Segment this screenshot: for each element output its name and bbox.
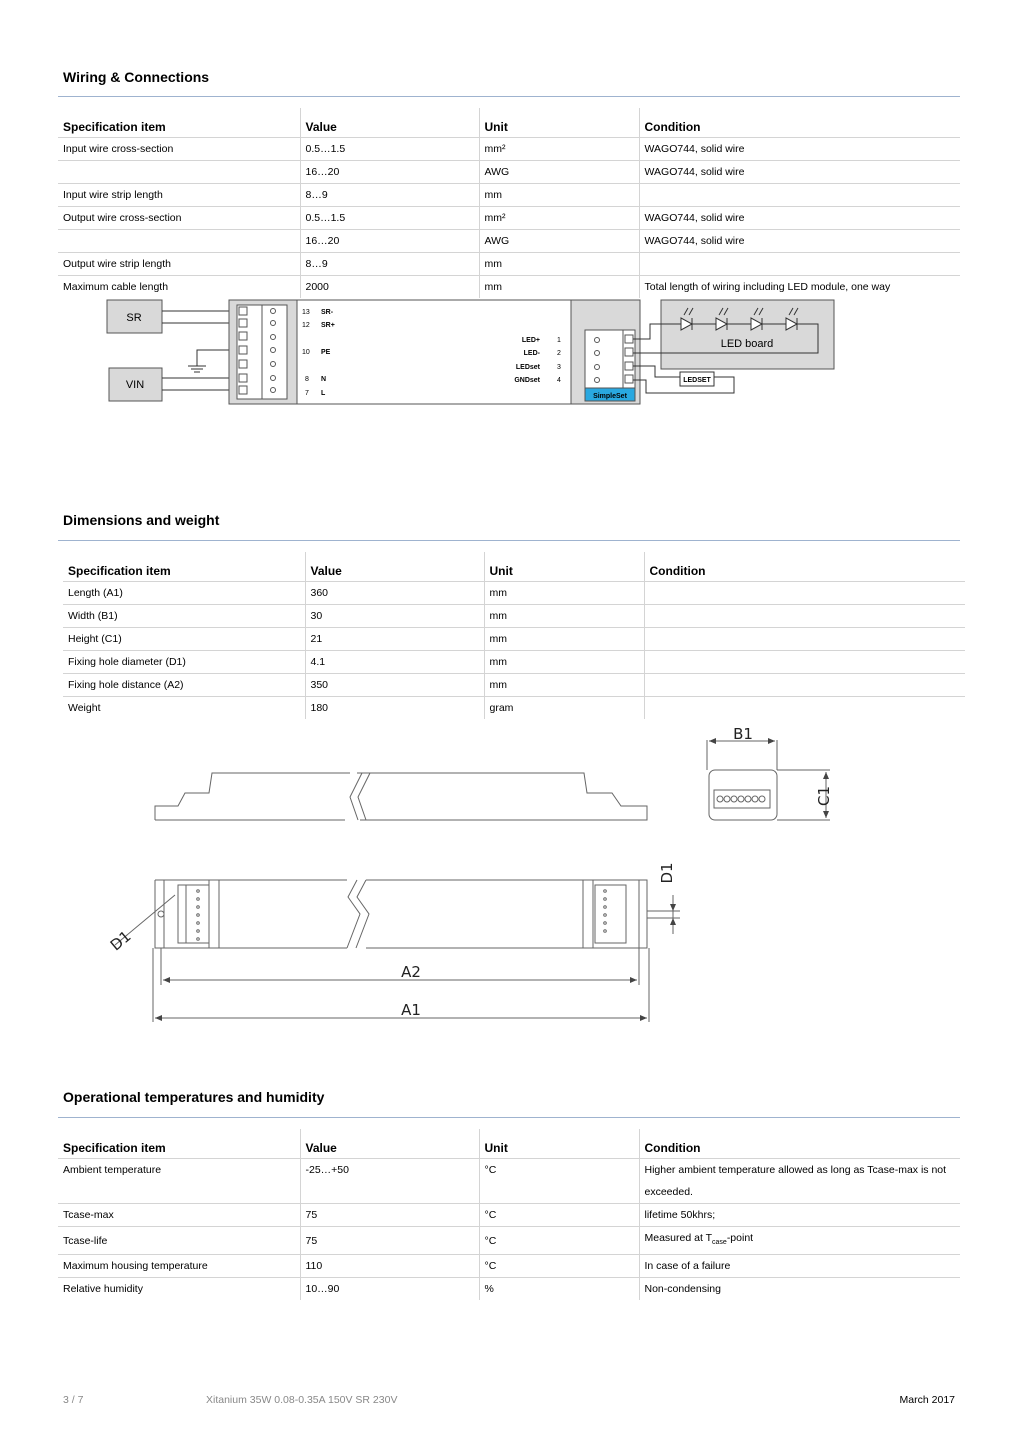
cell: 0.5…1.5 — [300, 138, 479, 161]
cell — [639, 253, 960, 276]
cell: Input wire cross-section — [58, 138, 300, 161]
end-view-pins — [717, 796, 765, 802]
cell: gram — [484, 697, 644, 720]
cell: Tcase-life — [58, 1227, 300, 1255]
cell: 0.5…1.5 — [300, 207, 479, 230]
cell: mm — [484, 628, 644, 651]
output-name: LED- — [523, 350, 540, 357]
table-row — [58, 138, 960, 161]
cell — [644, 628, 965, 651]
vin-label: VIN — [125, 379, 145, 391]
cell: mm — [479, 276, 639, 299]
table-header-row — [63, 552, 965, 582]
table-row — [58, 1204, 960, 1227]
cell: WAGO744, solid wire — [639, 138, 960, 161]
column-header: Value — [300, 108, 479, 138]
section-title-dimensions: Dimensions and weight — [63, 512, 220, 528]
cell: AWG — [479, 230, 639, 253]
column-header: Unit — [479, 108, 639, 138]
cell: 75 — [300, 1227, 479, 1255]
cell: Maximum cable length — [63, 281, 169, 293]
ledset-label: LEDSET — [683, 377, 711, 384]
column-header: Condition — [639, 108, 960, 138]
cell — [639, 1227, 960, 1255]
cell: 4.1 — [305, 651, 484, 674]
cell-subscript: case — [712, 1239, 727, 1247]
footer-product-name: Xitanium 35W 0.08-0.35A 150V SR 230V — [206, 1394, 398, 1406]
simpleset-label: SimpleSet — [593, 393, 627, 400]
input-terminal-slots — [239, 307, 247, 394]
c1-label: C1 — [815, 785, 833, 807]
table-header-row — [58, 108, 960, 138]
table-row — [63, 628, 965, 651]
cell: Output wire strip length — [58, 253, 300, 276]
wiring-spec-table — [58, 108, 960, 298]
pin-name: SR- — [321, 309, 334, 316]
cell: AWG — [479, 161, 639, 184]
input-terminal-screws — [271, 309, 276, 393]
led-board-label: LED board — [720, 338, 774, 350]
pin-number: 12 — [302, 322, 310, 329]
input-wires — [162, 311, 240, 390]
cell — [639, 184, 960, 207]
cell: Width (B1) — [63, 605, 305, 628]
cell: Weight — [68, 702, 101, 714]
table-row — [58, 184, 960, 207]
a1-label: A1 — [401, 1001, 421, 1019]
a2-label: A2 — [401, 963, 421, 981]
column-header: Value — [300, 1129, 479, 1159]
table-row — [58, 1278, 960, 1301]
table-row — [58, 207, 960, 230]
output-number: 3 — [557, 364, 561, 371]
cell: WAGO744, solid wire — [639, 230, 960, 253]
cell: 10…90 — [300, 1278, 479, 1301]
cell: mm — [484, 582, 644, 605]
table-header-row — [58, 1129, 960, 1159]
cell: % — [479, 1278, 639, 1301]
cell-text: -point — [726, 1232, 754, 1244]
cell: Relative humidity — [63, 1283, 143, 1296]
table-row — [63, 674, 965, 697]
cell: Total length of wiring including LED module, one way — [639, 276, 960, 299]
end-view-connector — [714, 790, 770, 808]
footer-date: March 2017 — [899, 1394, 955, 1406]
cell: 180 — [305, 697, 484, 720]
cell: 110 — [300, 1255, 479, 1278]
dimensions-spec-table — [63, 552, 965, 719]
cell: Higher ambient temperature allowed as long as Tcase-max is not exceeded. — [639, 1159, 960, 1204]
pin-number: 8 — [305, 376, 309, 383]
output-number: 4 — [557, 377, 561, 384]
table-row — [58, 1227, 960, 1255]
cell: 30 — [305, 605, 484, 628]
section-title-wiring: Wiring & Connections — [63, 69, 210, 85]
cell: mm — [484, 674, 644, 697]
cell: WAGO744, solid wire — [639, 207, 960, 230]
table-row — [58, 253, 960, 276]
cell: 16…20 — [300, 161, 479, 184]
column-header: Specification item — [58, 108, 300, 138]
cell: lifetime 50khrs; — [639, 1204, 960, 1227]
pin-name: L — [321, 390, 326, 397]
table-row — [58, 161, 960, 184]
footer-page-number: 3 / 7 — [63, 1394, 84, 1406]
d1-left-label: D1 — [106, 927, 135, 955]
table-row — [63, 697, 965, 720]
cell: mm² — [479, 207, 639, 230]
cell: Fixing hole diameter (D1) — [63, 651, 305, 674]
column-header: Condition — [639, 1129, 960, 1159]
pin-name: N — [321, 376, 327, 383]
cell: -25…+50 — [300, 1159, 479, 1204]
table-row — [63, 651, 965, 674]
output-name: GNDset — [514, 377, 540, 384]
output-number: 1 — [557, 337, 561, 344]
cell: Height (C1) — [63, 628, 305, 651]
cell: 16…20 — [300, 230, 479, 253]
temperatures-spec-table — [58, 1129, 960, 1300]
column-header: Condition — [644, 552, 965, 582]
end-view-housing — [709, 770, 777, 820]
output-name: LED+ — [521, 337, 540, 344]
pin-name: PE — [321, 349, 331, 356]
left-fixing-hole — [158, 911, 164, 917]
column-header: Unit — [484, 552, 644, 582]
cell: 8…9 — [300, 184, 479, 207]
sr-label: SR — [126, 312, 142, 324]
cell — [58, 230, 300, 253]
cell — [644, 582, 965, 605]
column-header: Specification item — [63, 552, 305, 582]
cell: Tcase-max — [58, 1204, 300, 1227]
column-header: Value — [305, 552, 484, 582]
table-row — [58, 1159, 960, 1204]
cell: Length (A1) — [63, 582, 305, 605]
cell: In case of a failure — [639, 1255, 960, 1278]
right-connector — [595, 885, 626, 943]
cell — [58, 161, 300, 184]
cell: °C — [479, 1255, 639, 1278]
wiring-diagram — [0, 290, 1018, 415]
left-connector — [178, 885, 209, 943]
side-view-right — [357, 773, 647, 820]
cell: mm² — [479, 138, 639, 161]
cell: WAGO744, solid wire — [639, 161, 960, 184]
pin-number: 10 — [302, 349, 310, 356]
top-view-break — [347, 880, 360, 948]
cell: mm — [484, 605, 644, 628]
pin-name: SR+ — [321, 322, 335, 329]
section-divider — [58, 96, 960, 97]
cell: Non-condensing — [639, 1278, 960, 1301]
cell — [644, 697, 965, 720]
output-name: LEDset — [515, 364, 540, 371]
section-divider — [58, 540, 960, 541]
cell: 8…9 — [300, 253, 479, 276]
pin-number: 7 — [305, 390, 309, 397]
dimension-drawing — [0, 720, 1018, 1060]
cell: Maximum housing temperature — [58, 1255, 300, 1278]
top-view-outline — [155, 880, 647, 948]
section-divider — [58, 1117, 960, 1118]
cell: 350 — [305, 674, 484, 697]
cell: °C — [479, 1204, 639, 1227]
cell: mm — [479, 253, 639, 276]
cell: Fixing hole distance (A2) — [63, 674, 305, 697]
column-header: Unit — [479, 1129, 639, 1159]
cell: 2000 — [300, 276, 479, 299]
cell — [644, 674, 965, 697]
connector-pins — [197, 890, 607, 941]
cell: 75 — [300, 1204, 479, 1227]
pin-number: 13 — [302, 309, 310, 316]
cell: Input wire strip length — [58, 184, 300, 207]
cell: °C — [479, 1159, 639, 1204]
b1-label: B1 — [733, 725, 753, 743]
table-row — [63, 605, 965, 628]
side-view-left — [155, 773, 350, 820]
output-number: 2 — [557, 350, 561, 357]
cell — [644, 651, 965, 674]
d1-right-label: D1 — [658, 862, 676, 884]
table-row — [58, 230, 960, 253]
cell: Ambient temperature — [58, 1159, 300, 1204]
cell-text: Measured at T — [644, 1232, 713, 1244]
cell: mm — [484, 651, 644, 674]
section-title-temperatures: Operational temperatures and humidity — [63, 1089, 325, 1105]
cell — [644, 605, 965, 628]
cell: mm — [479, 184, 639, 207]
break-line — [350, 773, 362, 820]
cell: 21 — [305, 628, 484, 651]
cell: Output wire cross-section — [58, 207, 300, 230]
cell: °C — [479, 1227, 639, 1255]
column-header: Specification item — [58, 1129, 300, 1159]
table-row — [58, 1255, 960, 1278]
cell: 360 — [305, 582, 484, 605]
table-row — [63, 582, 965, 605]
